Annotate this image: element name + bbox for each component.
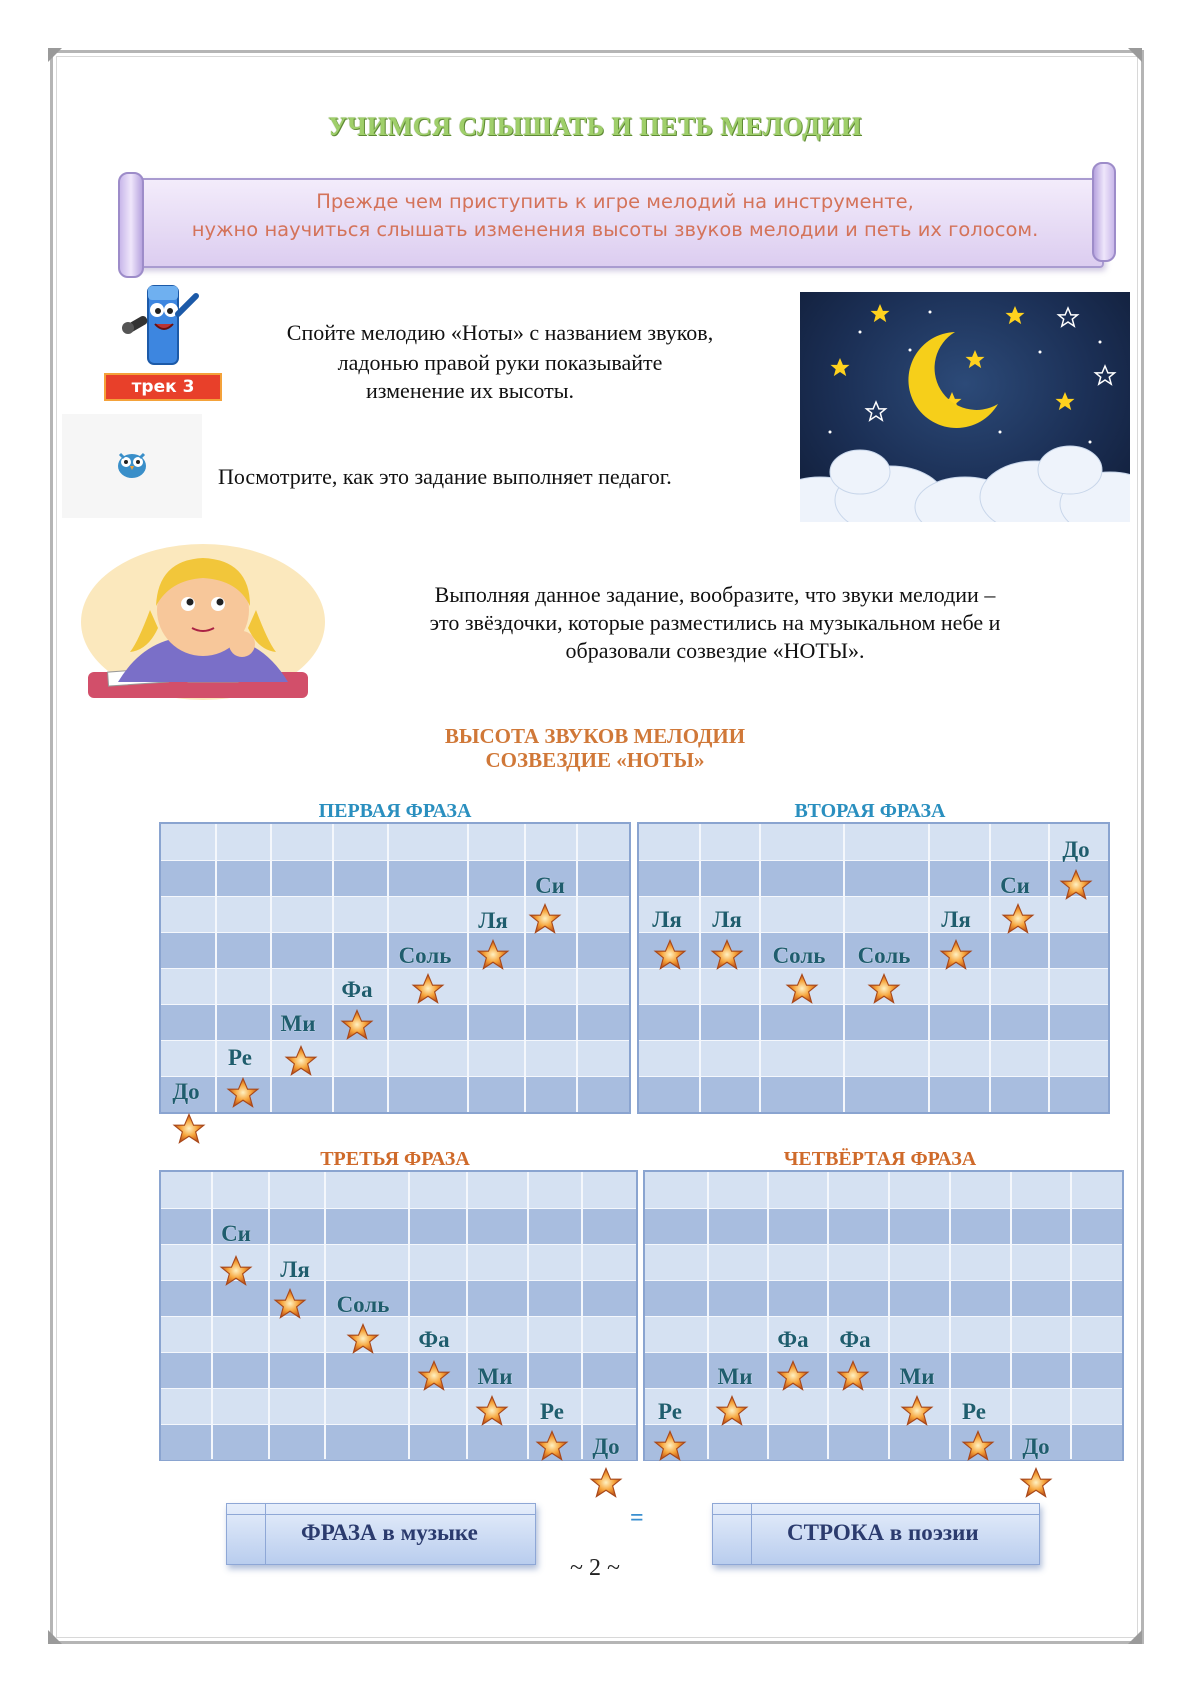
grid-row	[639, 824, 1108, 860]
grid-line	[215, 824, 217, 1112]
grid-row	[161, 1388, 636, 1424]
grid-row	[161, 1352, 636, 1388]
grid-line	[161, 1040, 629, 1041]
grid-line	[1010, 1172, 1012, 1459]
note-label: Соль	[772, 943, 826, 968]
grid-line	[827, 1172, 829, 1459]
grid-line	[699, 824, 701, 1112]
note-label: Си	[1000, 873, 1030, 898]
imagine-line-3: образовали созвездие «НОТЫ».	[565, 638, 865, 663]
star-icon	[589, 1467, 623, 1501]
star-icon	[284, 1045, 318, 1079]
grid-line	[767, 1172, 769, 1459]
grid-line	[524, 824, 526, 1112]
grid-line	[581, 1172, 583, 1459]
grid-line	[576, 824, 578, 1112]
grid-row	[645, 1424, 1122, 1460]
grid-line	[270, 824, 272, 1112]
note-label: Ми	[717, 1364, 753, 1389]
note-label: Соль	[857, 943, 911, 968]
star-icon	[172, 1113, 206, 1147]
star-icon	[653, 1430, 687, 1464]
star-icon	[961, 1430, 995, 1464]
grid-row	[639, 860, 1108, 896]
note-label: Ре	[962, 1399, 986, 1424]
note-label: Фа	[418, 1327, 450, 1352]
star-icon	[273, 1288, 307, 1322]
grid-line	[387, 824, 389, 1112]
grid-line	[161, 1352, 636, 1353]
star-icon	[476, 939, 510, 973]
star-icon	[528, 903, 562, 937]
grid-line	[843, 824, 845, 1112]
banner-line-1: Прежде чем приступить к игре мелодий на инструменте,	[316, 190, 914, 213]
grid-line	[707, 1172, 709, 1459]
note-label: Ре	[228, 1045, 252, 1070]
grid-line	[161, 1424, 636, 1425]
star-icon	[900, 1395, 934, 1429]
grid-row	[161, 1316, 636, 1352]
grid-line	[161, 1316, 636, 1317]
star-icon	[346, 1323, 380, 1357]
phrase-1-title: ПЕРВАЯ ФРАЗА	[318, 800, 472, 822]
track-badge[interactable]: трек 3	[104, 373, 222, 401]
grid-row	[639, 1040, 1108, 1076]
note-label: Ре	[658, 1399, 682, 1424]
page-number: ~ 2 ~	[570, 1555, 620, 1581]
note-label: До	[592, 1434, 620, 1459]
note-label: Соль	[398, 943, 452, 968]
instruction-line-2: ладонью правой руки показывайте	[337, 350, 663, 375]
grid-line	[527, 1172, 529, 1459]
note-label: Ля	[712, 907, 742, 932]
page-title: УЧИМСЯ СЛЫШАТЬ И ПЕТЬ МЕЛОДИИ	[327, 112, 863, 141]
instruction-line-1: Спойте мелодию «Ноты» с названием звуков,	[286, 320, 714, 345]
note-label: Ля	[478, 908, 508, 933]
grid-row	[161, 968, 629, 1004]
star-icon	[219, 1255, 253, 1289]
phrase-2-title: ВТОРАЯ ФРАЗА	[794, 800, 946, 822]
phrase-3-grid	[159, 1170, 638, 1461]
note-label: До	[172, 1079, 200, 1104]
grid-line	[161, 1208, 636, 1209]
star-icon	[653, 939, 687, 973]
note-label: Ре	[540, 1399, 564, 1424]
grid-row	[161, 932, 629, 968]
grid-line	[161, 1388, 636, 1389]
singing-crayon-icon	[118, 280, 204, 370]
note-label: Си	[221, 1221, 251, 1246]
note-label: Фа	[839, 1327, 871, 1352]
note-label: Ля	[941, 907, 971, 932]
note-label: Ля	[280, 1257, 310, 1282]
note-label: Фа	[341, 977, 373, 1002]
banner-line-2: нужно научиться слышать изменения высоты звуков мелодии и петь их голосом.	[191, 218, 1039, 241]
star-icon	[417, 1360, 451, 1394]
note-label: Ля	[652, 907, 682, 932]
grid-line	[466, 1172, 468, 1459]
star-icon	[710, 939, 744, 973]
moon-and-stars-icon	[800, 292, 1130, 522]
star-icon	[475, 1395, 509, 1429]
girl-thinking-illustration	[78, 532, 328, 702]
grid-line	[645, 1244, 1122, 1245]
grid-line	[1048, 824, 1050, 1112]
star-icon	[411, 973, 445, 1007]
note-label: Соль	[336, 1292, 390, 1317]
grid-line	[759, 824, 761, 1112]
line-in-poetry-label: СТРОКА в поэзии	[787, 1520, 979, 1545]
grid-line	[1070, 1172, 1072, 1459]
teacher-video-text: Посмотрите, как это задание выполняет педагог.	[218, 464, 672, 489]
grid-row	[645, 1316, 1122, 1352]
grid-line	[467, 824, 469, 1112]
grid-line	[645, 1280, 1122, 1281]
star-icon	[1059, 869, 1093, 903]
grid-row	[161, 1004, 629, 1040]
banner-scroll-roll	[1092, 162, 1116, 262]
grid-line	[639, 860, 1108, 861]
grid-line	[949, 1172, 951, 1459]
melody-height-heading: ВЫСОТА ЗВУКОВ МЕЛОДИИ	[444, 724, 746, 748]
grid-line	[928, 824, 930, 1112]
phrase-4-title: ЧЕТВЁРТАЯ ФРАЗА	[783, 1148, 977, 1170]
grid-line	[639, 1076, 1108, 1077]
star-icon	[715, 1395, 749, 1429]
grid-line	[408, 1172, 410, 1459]
grid-row	[639, 896, 1108, 932]
grid-line	[324, 1172, 326, 1459]
note-label: До	[1022, 1434, 1050, 1459]
equals-sign: =	[630, 1505, 644, 1531]
star-icon	[776, 1360, 810, 1394]
phrase-3-title: ТРЕТЬЯ ФРАЗА	[320, 1148, 470, 1170]
grid-line	[332, 824, 334, 1112]
grid-line	[161, 968, 629, 969]
grid-row	[639, 1004, 1108, 1040]
star-icon	[1001, 903, 1035, 937]
note-label: Ми	[899, 1364, 935, 1389]
star-icon	[867, 973, 901, 1007]
grid-row	[639, 1076, 1108, 1112]
grid-line	[639, 932, 1108, 933]
night-sky-image	[800, 292, 1130, 522]
imagine-line-1: Выполняя данное задание, вообразите, что звуки мелодии –	[434, 582, 996, 607]
grid-row	[645, 1172, 1122, 1208]
grid-line	[268, 1172, 270, 1459]
grid-line	[161, 860, 629, 861]
note-label: Си	[535, 873, 565, 898]
grid-line	[211, 1172, 213, 1459]
star-icon	[939, 939, 973, 973]
imagine-line-2: это звёздочки, которые разместились на музыкальном небе и	[429, 610, 1001, 635]
star-icon	[226, 1077, 260, 1111]
note-label: Фа	[777, 1327, 809, 1352]
grid-row	[645, 1280, 1122, 1316]
grid-line	[645, 1208, 1122, 1209]
grid-line	[888, 1172, 890, 1459]
star-icon	[836, 1360, 870, 1394]
grid-line	[639, 896, 1108, 897]
star-icon	[535, 1430, 569, 1464]
grid-line	[989, 824, 991, 1112]
grid-row	[645, 1208, 1122, 1244]
grid-line	[645, 1352, 1122, 1353]
phrase-in-music-label: ФРАЗА в музыке	[301, 1520, 478, 1545]
grid-row	[161, 824, 629, 860]
star-icon	[340, 1009, 374, 1043]
constellation-heading: СОЗВЕЗДИЕ «НОТЫ»	[485, 748, 705, 772]
owl-icon[interactable]	[114, 448, 150, 480]
note-label: До	[1062, 837, 1090, 862]
instruction-line-3: изменение их высоты.	[365, 378, 574, 403]
note-label: Ми	[280, 1011, 316, 1036]
star-icon	[1019, 1467, 1053, 1501]
grid-row	[161, 1172, 636, 1208]
grid-line	[161, 1004, 629, 1005]
grid-row	[645, 1244, 1122, 1280]
star-icon	[785, 973, 819, 1007]
note-label: Ми	[477, 1364, 513, 1389]
grid-line	[645, 1316, 1122, 1317]
grid-line	[639, 1040, 1108, 1041]
